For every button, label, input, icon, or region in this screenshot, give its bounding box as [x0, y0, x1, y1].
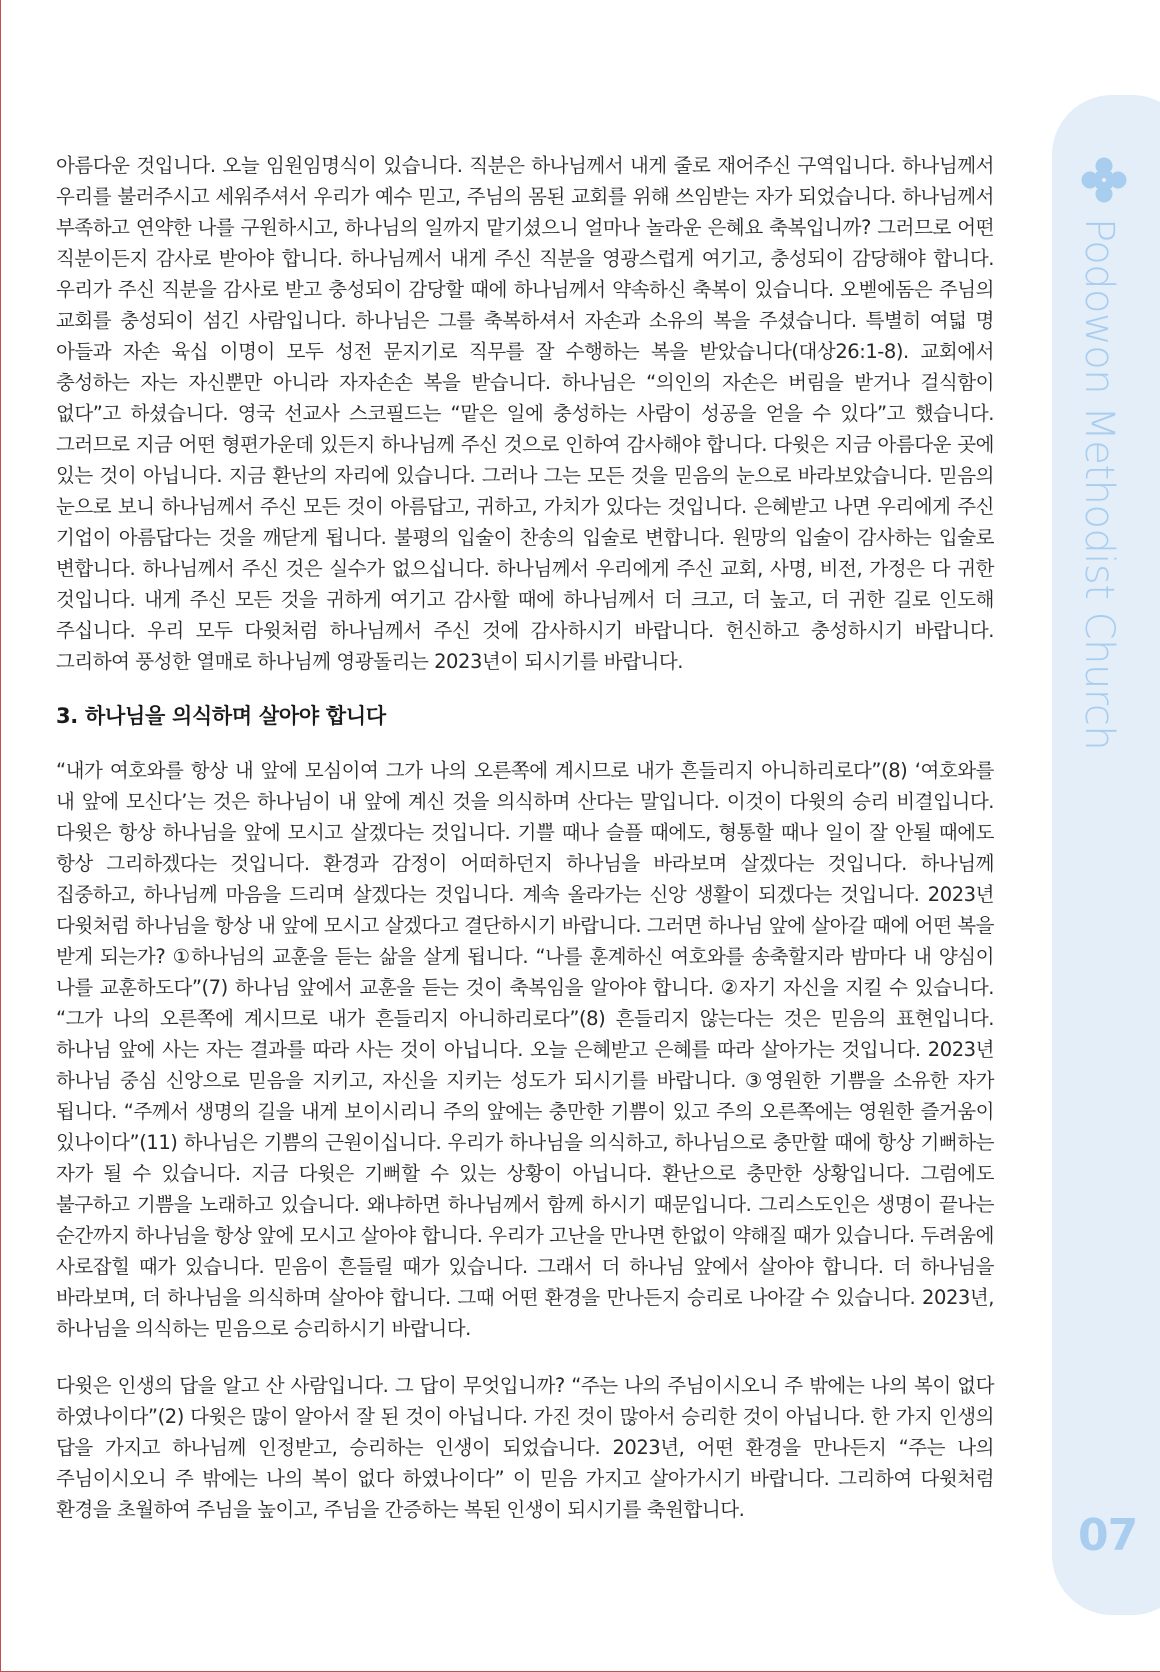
- cross-quatrefoil-icon: [1080, 156, 1128, 204]
- page-border-left: [0, 0, 1, 1672]
- body-paragraph-3: 다윗은 인생의 답을 알고 산 사람입니다. 그 답이 무엇입니까? “주는 나의 주님이시오니 주 밖에는 나의 복이 없다 하였나이다”(2) 다윗은 많이 알아서 잘 된 것이 아닙니다. 가진 것이 많아서 승리한 것이 아닙니다. 한 가지 인생의 답을 가지고 하나님께 인정받고, 승리하는 인생이 되었습니다. 2023년, 어떤 환경을 만나든지 “주는 나의 주님이시오니 주 밖에는 나의 복이 없다 하였나이다” 이 믿음 가지고 살아가시기 바랍니다. 그리하여 다윗처럼 환경을 초월하여 주님을 높이고, 주님을 간증하는 복된 인생이 되시기를 축원합니다.: [56, 1374, 994, 1521]
- article-body: [56, 150, 994, 1525]
- page-number: 07: [1078, 1510, 1138, 1561]
- body-paragraph-2: “내가 여호와를 항상 내 앞에 모심이여 그가 나의 오른쪽에 계시므로 내가 흔들리지 아니하리로다”(8) ‘여호와를 내 앞에 모신다’는 것은 하나님이 내 앞에 계신 것을 의식하며 산다는 말입니다. 이것이 다윗의 승리 비결입니다. 다윗은 항상 하나님을 앞에 모시고 살겠다는 것입니다. 기쁠 때나 슬플 때에도, 형통할 때나 일이 잘 안될 때에도 항상 그리하겠다는 것입니다. 환경과 감정이 어떠하던지 하나님을 바라보며 살겠다는 것입니다. 하나님께 집중하고, 하나님께 마음을 드리며 살겠다는 것입니다. 계속 올라가는 신앙 생활이 되겠다는 것입니다. 2023년 다윗처럼 하나님을 항상 내 앞에 모시고 살겠다고 결단하시기 바랍니다. 그러면 하나님 앞에 살아갈 때에 어떤 복을 받게 되는가? ①하나님의 교훈을 듣는 삶을 살게 됩니다. “나를 훈계하신 여호와를 송축할지라 밤마다 내 양심이 나를 교훈하도다”(7) 하나님 앞에서 교훈을 듣는 것이 축복임을 알아야 합니다. ②자기 자신을 지킬 수 있습니다. “그가 나의 오른쪽에 계시므로 내가 흔들리지 아니하리로다”(8) 흔들리지 않는다는 것은 믿음의 표현입니다. 하나님 앞에 사는 자는 결과를 따라 사는 것이 아닙니다. 오늘 은혜받고 은혜를 따라 살아가는 것입니다. 2023년 하나님 중심 신앙으로 믿음을 지키고, 자신을 지키는 성도가 되시기를 바랍니다. ③영원한 기쁨을 소유한 자가 됩니다. “주께서 생명의 길을 내게 보이시리니 주의 앞에는 충만한 기쁨이 있고 주의 오른쪽에는 영원한 즐거움이 있나이다”(11) 하나님은 기쁨의 근원이십니다. 우리가 하나님을 의식하고, 하나님으로 충만할 때에 항상 기뻐하는 자가 될 수 있습니다. 지금 다윗은 기뻐할 수 있는 상황이 아닙니다. 환난으로 충만한 상황입니다. 그럼에도 불구하고 기쁨을 노래하고 있습니다. 왜냐하면 하나님께서 함께 하시기 때문입니다. 그리스도인은 생명이 끝나는 순간까지 하나님을 항상 앞에 모시고 살아야 합니다. 우리가 고난을 만나면 한없이 약해질 때가 있습니다. 두려움에 사로잡힐 때가 있습니다. 믿음이 흔들릴 때가 있습니다. 그래서 더 하나님 앞에서 살아야 합니다. 더 하나님을 바라보며, 더 하나님을 의식하며 살아야 합니다. 그때 어떤 환경을 만나든지 승리로 나아갈 수 있습니다. 2023년, 하나님을 의식하는 믿음으로 승리하시기 바랍니다.: [56, 759, 994, 1340]
- body-paragraph-1: 아름다운 것입니다. 오늘 임원임명식이 있습니다. 직분은 하나님께서 내게 줄로 재어주신 구역입니다. 하나님께서 우리를 불러주시고 세워주셔서 우리가 예수 믿고, 주님의 몸된 교회를 위해 쓰임받는 자가 되었습니다. 하나님께서 부족하고 연약한 나를 구원하시고, 하나님의 일까지 맡기셨으니 얼마나 놀라운 은혜요 축복입니까? 그러므로 어떤 직분이든지 감사로 받아야 합니다. 하나님께서 내게 주신 직분을 영광스럽게 여기고, 충성되이 감당해야 합니다. 우리가 주신 직분을 감사로 받고 충성되이 감당할 때에 하나님께서 약속하신 축복이 있습니다. 오벧에돔은 주님의 교회를 충성되이 섬긴 사람입니다. 하나님은 그를 축복하셔서 자손과 소유의 복을 주셨습니다. 특별히 여덟 명 아들과 자손 육십 이명이 모두 성전 문지기로 직무를 잘 수행하는 복을 받았습니다(대상26:1-8). 교회에서 충성하는 자는 자신뿐만 아니라 자자손손 복을 받습니다. 하나님은 “의인의 자손은 버림을 받거나 걸식함이 없다”고 하셨습니다. 영국 선교사 스코필드는 “맡은 일에 충성하는 사람이 성공을 얻을 수 있다”고 했습니다. 그러므로 지금 어떤 형편가운데 있든지 하나님께 주신 것으로 인하여 감사해야 합니다. 다윗은 지금 아름다운 곳에 있는 것이 아닙니다. 지금 환난의 자리에 있습니다. 그러나 그는 모든 것을 믿음의 눈으로 바라보았습니다. 믿음의 눈으로 보니 하나님께서 주신 모든 것이 아름답고, 귀하고, 가치가 있다는 것입니다. 은혜받고 나면 우리에게 주신 기업이 아름답다는 것을 깨닫게 됩니다. 불평의 입술이 찬송의 입술로 변합니다. 원망의 입술이 감사하는 입술로 변합니다. 하나님께서 주신 것은 실수가 없으십니다. 하나님께서 우리에게 주신 교회, 사명, 비전, 가정은 다 귀한 것입니다. 내게 주신 모든 것을 귀하게 여기고 감사할 때에 하나님께서 더 크고, 더 높고, 더 귀한 길로 인도해 주십니다. 우리 모두 다윗처럼 하나님께서 주신 것에 감사하시기 바랍니다. 헌신하고 충성하시기 바랍니다. 그리하여 풍성한 열매로 하나님께 영광돌리는 2023년이 되시기를 바랍니다.: [56, 154, 995, 673]
- church-name-vertical: Podowon Methodist Church: [1076, 218, 1122, 751]
- section-heading-3: 3. 하나님을 의식하며 살아야 합니다: [56, 704, 386, 728]
